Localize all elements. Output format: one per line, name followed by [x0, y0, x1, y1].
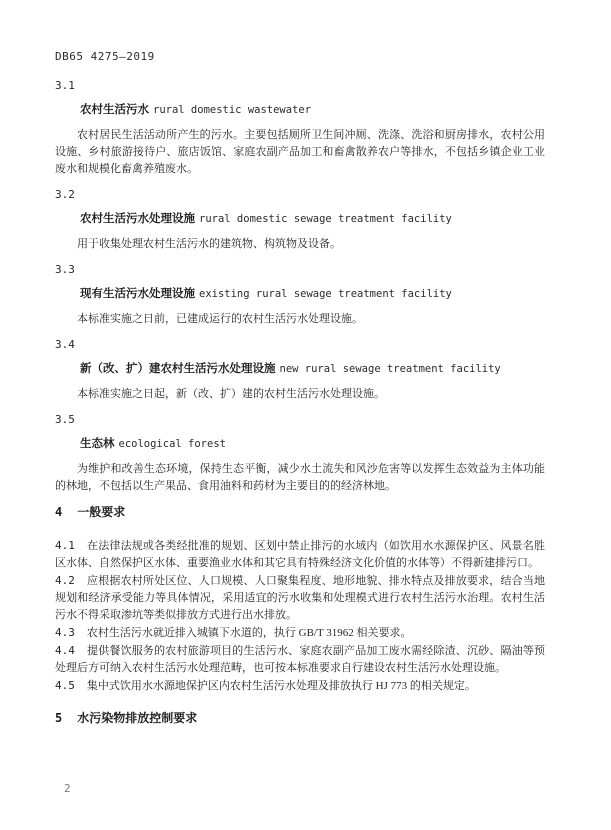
definition-text: 为维护和改善生态环境，保持生态平衡，减少水土流失和风沙危害等以发挥生态效益为主体功能的林地，不包括以生产果品、食用油料和药材为主要目的的经济林地。 [55, 463, 545, 492]
clause-item [55, 572, 545, 624]
clause-text: 农村生活污水就近排入城镇下水道的，执行 GB/T 31962 相关要求。 [86, 627, 412, 639]
definition-text: 农村居民生活活动所产生的污水。主要包括厕所卫生间冲厕、洗涤、洗浴和厨房排水，农村公用设施、乡村旅游接待户、旅店饭馆、家庭农副产品加工和畜禽散养农户等排水，不包括乡镇企业工业废水和规模化畜禽养殖废水。 [55, 129, 545, 175]
clause-text: 集中式饮用水水源地保护区内农村生活污水处理及排放执行 HJ 773 的相关规定。 [86, 680, 476, 692]
term-heading [80, 102, 545, 119]
definition-3-1 [55, 77, 545, 178]
definition-3-4 [55, 336, 545, 403]
clause-text: 在法律法规或各类经批准的规划、区划中禁止排污的水域内（如饮用水水源保护区、风景名胜区水体、自然保护区水体、重要渔业水体和其它具有特殊经济文化价值的水体等）不得新建排污口。 [55, 540, 545, 569]
term-english: ecological forest [118, 438, 226, 450]
definition-3-5 [55, 411, 545, 495]
clause-number: 4.5 [55, 679, 75, 692]
clause-number: 3.4 [55, 338, 75, 351]
clause-item [55, 537, 545, 572]
page-number: 2 [64, 782, 71, 795]
definition-text: 本标准实施之日起，新（改、扩）建的农村生活污水处理设施。 [77, 388, 385, 400]
term-heading [80, 361, 545, 378]
term-chinese: 农村生活污水 [80, 104, 149, 116]
definition-3-3 [55, 261, 545, 328]
term-english: rural domestic wastewater [153, 104, 312, 116]
definition-text: 用于收集处理农村生活污水的建筑物、构筑物及设备。 [77, 238, 341, 250]
clause-number: 3.2 [55, 188, 75, 201]
term-chinese: 现有生活污水处理设施 [80, 288, 195, 300]
term-english: rural domestic sewage treatment facility [199, 213, 452, 225]
clause-number: 3.1 [55, 79, 75, 92]
clause-item [55, 642, 545, 677]
term-chinese: 新（改、扩）建农村生活污水处理设施 [80, 363, 276, 375]
term-english: new rural sewage treatment facility [279, 363, 501, 375]
term-heading [80, 286, 545, 303]
clause-number: 4.4 [55, 644, 75, 657]
term-english: existing rural sewage treatment facility [199, 288, 452, 300]
section-heading-general-requirements [55, 503, 545, 521]
clause-number: 4.1 [55, 539, 75, 552]
clause-number: 3.5 [55, 413, 75, 426]
general-requirements-clauses [55, 537, 545, 695]
clause-text: 应根据农村所处区位、人口规模、人口聚集程度、地形地貌、排水特点及排放要求，结合当地规划和经济承受能力等具体情况，采用适宜的污水收集和处理模式进行农村生活污水治理。农村生活污水不得采取渗坑等类似排放方式进行出水排放。 [55, 575, 545, 621]
section-number: 4 [55, 505, 63, 519]
term-heading [80, 211, 545, 228]
definition-3-2 [55, 186, 545, 253]
section-heading-discharge-control [55, 709, 545, 727]
clause-number: 4.2 [55, 574, 75, 587]
definition-text: 本标准实施之日前，已建成运行的农村生活污水处理设施。 [77, 313, 363, 325]
clause-item [55, 677, 545, 695]
standard-number-header: DB65 4275—2019 [55, 50, 155, 63]
clause-text: 提供餐饮服务的农村旅游项目的生活污水、家庭农副产品加工废水需经除渣、沉砂、隔油等预处理后方可纳入农村生活污水处理范畴，也可按本标准要求自行建设农村生活污水处理设施。 [55, 645, 545, 674]
clause-number: 4.3 [55, 626, 75, 639]
section-title: 一般要求 [77, 505, 126, 519]
section-number: 5 [55, 711, 63, 725]
section-title: 水污染物排放控制要求 [77, 711, 198, 725]
term-chinese: 农村生活污水处理设施 [80, 213, 195, 225]
term-heading [80, 436, 545, 453]
clause-number: 3.3 [55, 263, 75, 276]
clause-item [55, 624, 545, 642]
term-chinese: 生态林 [80, 438, 115, 450]
